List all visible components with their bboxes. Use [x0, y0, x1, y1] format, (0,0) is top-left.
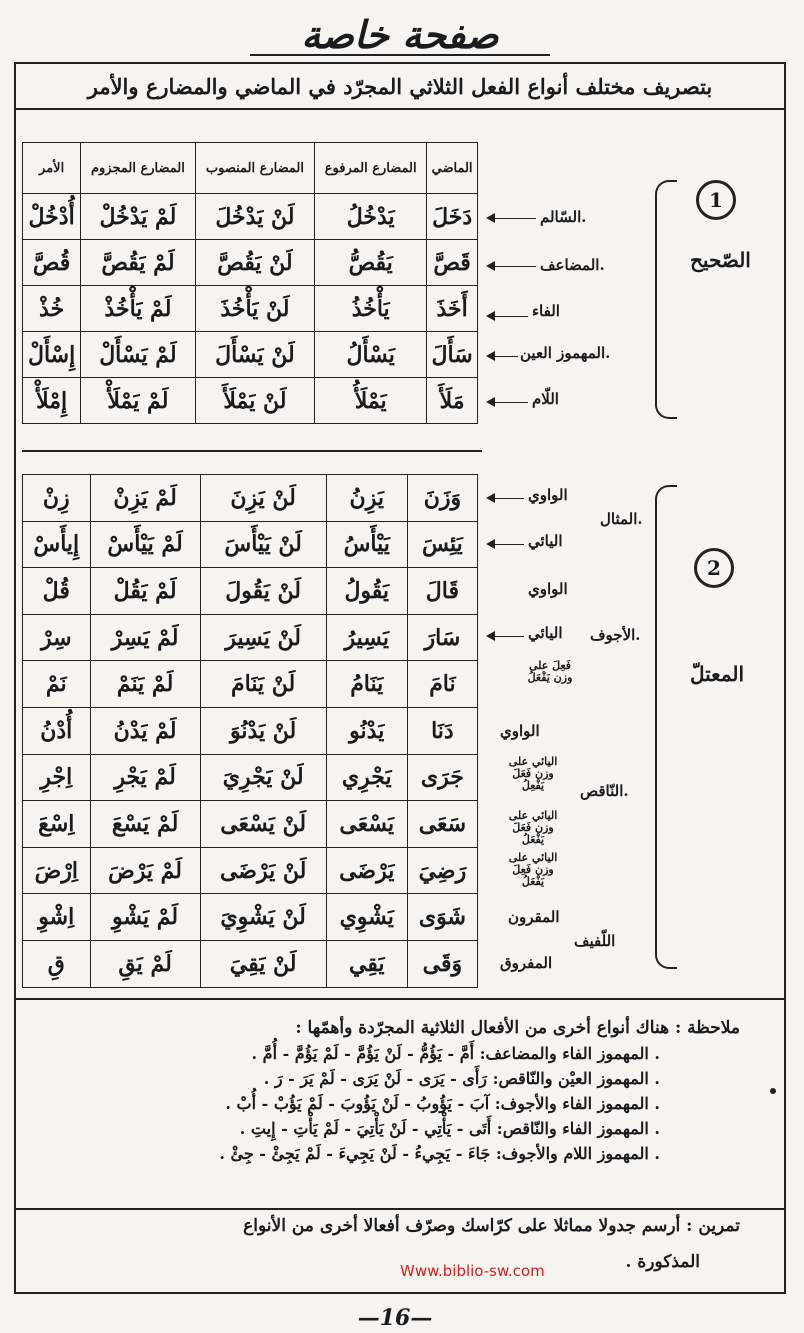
table-row	[23, 661, 478, 708]
cell: يَئِسَ	[407, 521, 477, 568]
table-row	[23, 286, 478, 332]
exercise-line-2: المذكورة .	[625, 1252, 700, 1272]
cell: لَنْ يَيْأَسَ	[200, 521, 326, 568]
label-mahmuz-ayn: .المهموز العين	[520, 344, 611, 362]
cell: لَمْ يَسِرْ	[90, 614, 200, 661]
cell: اِشْوِ	[23, 894, 91, 941]
header-present-subjunctive: المضارع المنصوب	[195, 143, 315, 194]
label-yaai-ajwaf: اليائي	[528, 624, 563, 642]
cell: قِ	[23, 940, 91, 987]
cell: لَمْ يَرْضَ	[90, 847, 200, 894]
cell: وَزَنَ	[407, 475, 477, 522]
section-divider	[16, 998, 784, 1000]
cell: وَقَى	[407, 940, 477, 987]
cell: لَمْ يَقِ	[90, 940, 200, 987]
cell: لَمْ يَسْأَلْ	[81, 332, 195, 378]
cell: اِجْرِ	[23, 754, 91, 801]
notes-section	[40, 1018, 740, 1163]
page-number: —16—	[357, 1305, 433, 1331]
table-row	[23, 801, 478, 848]
section1-conjugation-table	[22, 142, 478, 424]
cell: لَنْ يَدْنُوَ	[200, 707, 326, 754]
cell: سَأَلَ	[427, 332, 478, 378]
arrow	[488, 316, 528, 317]
label-wawi-mithal: الواوي	[528, 486, 568, 504]
arrow	[488, 266, 536, 267]
cell: قَصَّ	[427, 240, 478, 286]
cell: يَقِي	[326, 940, 407, 987]
label-yaai-mithal: اليائي	[528, 532, 563, 550]
header-past: الماضي	[427, 143, 478, 194]
list-item: . المهموز العيْن والنّاقص: رَأَى - يَرَى - لَنْ يَرَى - لَمْ يَرَ - رَ .	[263, 1069, 660, 1088]
cell: يَمْلَأُ	[315, 378, 427, 424]
label-lam: اللّام	[532, 390, 559, 408]
cell: لَمْ يَقُلْ	[90, 568, 200, 615]
cell: يَرْضَى	[326, 847, 407, 894]
cell: يَجْرِي	[326, 754, 407, 801]
cell: اِرْضَ	[23, 847, 91, 894]
table-row	[23, 475, 478, 522]
label-wawi-naqis: الواوي	[500, 722, 540, 740]
table-row	[23, 940, 478, 987]
section2-number: 2	[694, 548, 734, 588]
section2-category: المعتلّ	[690, 662, 745, 686]
cell: لَنْ يَسْعَى	[200, 801, 326, 848]
label-yaai-naqis-3: اليائي على وزن فَعِلَ يَفْعَلُ	[508, 851, 558, 888]
table-row	[23, 894, 478, 941]
table-row	[23, 378, 478, 424]
exercise-line-1: تمرين : أرسم جدولا مماثلا على كرّاسك وصرّف أفعالا أخرى من الأنواع	[243, 1216, 740, 1236]
cell: يَقُولُ	[326, 568, 407, 615]
cell: لَمْ يَدْنُ	[90, 707, 200, 754]
label-fa3il: فَعِلَ على وزن يَفْعَلُ	[527, 659, 573, 684]
cell: يَأْخُذُ	[315, 286, 427, 332]
label-mudaaf: .المضاعف	[540, 256, 605, 274]
cell: يَسْأَلُ	[315, 332, 427, 378]
cell: لَمْ يَزِنْ	[90, 475, 200, 522]
cell: يَزِنُ	[326, 475, 407, 522]
cell: لَنْ يَجْرِيَ	[200, 754, 326, 801]
arrow	[488, 402, 528, 403]
table-row	[23, 568, 478, 615]
cell: لَنْ يَنَامَ	[200, 661, 326, 708]
cell: قَالَ	[407, 568, 477, 615]
cell: نَامَ	[407, 661, 477, 708]
cell: لَمْ يَأْخُذْ	[81, 286, 195, 332]
header-row	[23, 143, 478, 194]
page-number-value: 16	[379, 1305, 411, 1331]
header-present-jussive: المضارع المجزوم	[81, 143, 195, 194]
table-row	[23, 332, 478, 378]
section1-category: الصّحيح	[690, 248, 751, 272]
watermark: Www.biblio-sw.com	[400, 1262, 545, 1280]
section2-brace	[655, 485, 677, 969]
section1-brace	[655, 180, 677, 419]
list-item: . المهموز اللام والأجوف: جَاءَ - يَجِيءُ - لَنْ يَجِيءَ - لَمْ يَجِئْ - جِئْ .	[219, 1144, 660, 1163]
cell: لَنْ يَمْلَأَ	[195, 378, 315, 424]
header-imperative: الأمر	[23, 143, 81, 194]
cell: قُلْ	[23, 568, 91, 615]
cell: دَخَلَ	[427, 194, 478, 240]
section-divider	[22, 450, 482, 452]
label-maqrun: المقرون	[508, 908, 560, 926]
cell: لَنْ يَزِنَ	[200, 475, 326, 522]
cell: نَمْ	[23, 661, 91, 708]
table-row	[23, 707, 478, 754]
page-title: صفحة خاصة	[301, 12, 499, 57]
bullet-dot	[770, 1088, 776, 1094]
cell: لَنْ يَقُولَ	[200, 568, 326, 615]
label-salim: .السّالم	[540, 208, 587, 226]
list-item: . المهموز الفاء والنّاقص: أَتَى - يَأْتِي - لَنْ يَأْتِيَ - لَمْ يَأْتِ - إِيتِ .	[239, 1119, 660, 1138]
cell: يَدْخُلُ	[315, 194, 427, 240]
cell: يَدْنُو	[326, 707, 407, 754]
section1-number: 1	[696, 180, 736, 220]
label-naqis: .النّاقص	[580, 782, 629, 800]
table-row	[23, 521, 478, 568]
label-yaai-naqis-2: اليائي على وزن فَعَلَ يَفْعَلُ	[508, 809, 558, 846]
label-faa: الفاء	[532, 302, 560, 320]
cell: أُدْنُ	[23, 707, 91, 754]
list-item: . المهموز الفاء والمضاعف: أَمَّ - يَؤُمُّ - لَنْ يَؤُمَّ - لَمْ يَؤُمَّ - أُمَّ .	[251, 1044, 660, 1063]
label-yaai-naqis-1: اليائي على وزن فَعَلَ يَفْعِلُ	[508, 755, 558, 792]
cell: لَمْ يَمْلَأْ	[81, 378, 195, 424]
cell: اِسْعَ	[23, 801, 91, 848]
table-row	[23, 194, 478, 240]
cell: لَنْ يَسِيرَ	[200, 614, 326, 661]
label-ajwaf: .الأجوف	[590, 626, 641, 644]
label-wawi-ajwaf: الواوي	[528, 580, 568, 598]
cell: لَمْ يَدْخُلْ	[81, 194, 195, 240]
cell: قُصَّ	[23, 240, 81, 286]
cell: لَمْ يَقُصَّ	[81, 240, 195, 286]
cell: أُدْخُلْ	[23, 194, 81, 240]
label-mafruq: المفروق	[500, 954, 553, 972]
cell: لَمْ يَنَمْ	[90, 661, 200, 708]
cell: لَنْ يَسْأَلَ	[195, 332, 315, 378]
cell: إِسْأَلْ	[23, 332, 81, 378]
cell: لَنْ يَدْخُلَ	[195, 194, 315, 240]
cell: يَقُصُّ	[315, 240, 427, 286]
cell: لَنْ يَقِيَ	[200, 940, 326, 987]
cell: يَنَامُ	[326, 661, 407, 708]
label-lafif: اللّفيف	[574, 932, 616, 950]
cell: لَنْ يَشْوِيَ	[200, 894, 326, 941]
cell: لَمْ يَشْوِ	[90, 894, 200, 941]
cell: لَمْ يَيْأَسْ	[90, 521, 200, 568]
cell: سِرْ	[23, 614, 91, 661]
cell: إِيأَسْ	[23, 521, 91, 568]
table-row	[23, 847, 478, 894]
table-row	[23, 754, 478, 801]
arrow	[488, 544, 524, 545]
label-mithal: .المثال	[600, 510, 643, 528]
cell: سَعَى	[407, 801, 477, 848]
cell: لَمْ يَسْعَ	[90, 801, 200, 848]
title-underline	[250, 54, 550, 56]
cell: إِمْلَأْ	[23, 378, 81, 424]
cell: يَسْعَى	[326, 801, 407, 848]
cell: يَشْوِي	[326, 894, 407, 941]
arrow	[488, 636, 524, 637]
arrow	[488, 356, 518, 357]
cell: لَمْ يَجْرِ	[90, 754, 200, 801]
subtitle: بتصريف مختلف أنواع الفعل الثلاثي المجرّد في الماضي والمضارع والأمر	[16, 64, 784, 110]
cell: أَخَذَ	[427, 286, 478, 332]
arrow	[488, 498, 524, 499]
cell: شَوَى	[407, 894, 477, 941]
cell: دَنَا	[407, 707, 477, 754]
cell: لَنْ يَقُصَّ	[195, 240, 315, 286]
cell: يَيْأَسُ	[326, 521, 407, 568]
cell: مَلَأَ	[427, 378, 478, 424]
cell: زِنْ	[23, 475, 91, 522]
cell: خُذْ	[23, 286, 81, 332]
section-divider	[16, 1208, 784, 1210]
table-row	[23, 614, 478, 661]
notes-heading: ملاحظة : هناك أنواع أخرى من الأفعال الثلاثية المجرّدة وأهمّها :	[295, 1018, 740, 1038]
header-present-indicative: المضارع المرفوع	[315, 143, 427, 194]
cell: لَنْ يَرْضَى	[200, 847, 326, 894]
cell: يَسِيرُ	[326, 614, 407, 661]
list-item: . المهموز الفاء والأجوف: آبَ - يَؤُوبُ - لَنْ يَؤُوبَ - لَمْ يَؤُبْ - أُبْ .	[225, 1094, 660, 1113]
table-row	[23, 240, 478, 286]
cell: رَضِيَ	[407, 847, 477, 894]
section2-conjugation-table	[22, 474, 478, 988]
cell: جَرَى	[407, 754, 477, 801]
arrow	[488, 218, 536, 219]
cell: سَارَ	[407, 614, 477, 661]
cell: لَنْ يَأْخُذَ	[195, 286, 315, 332]
